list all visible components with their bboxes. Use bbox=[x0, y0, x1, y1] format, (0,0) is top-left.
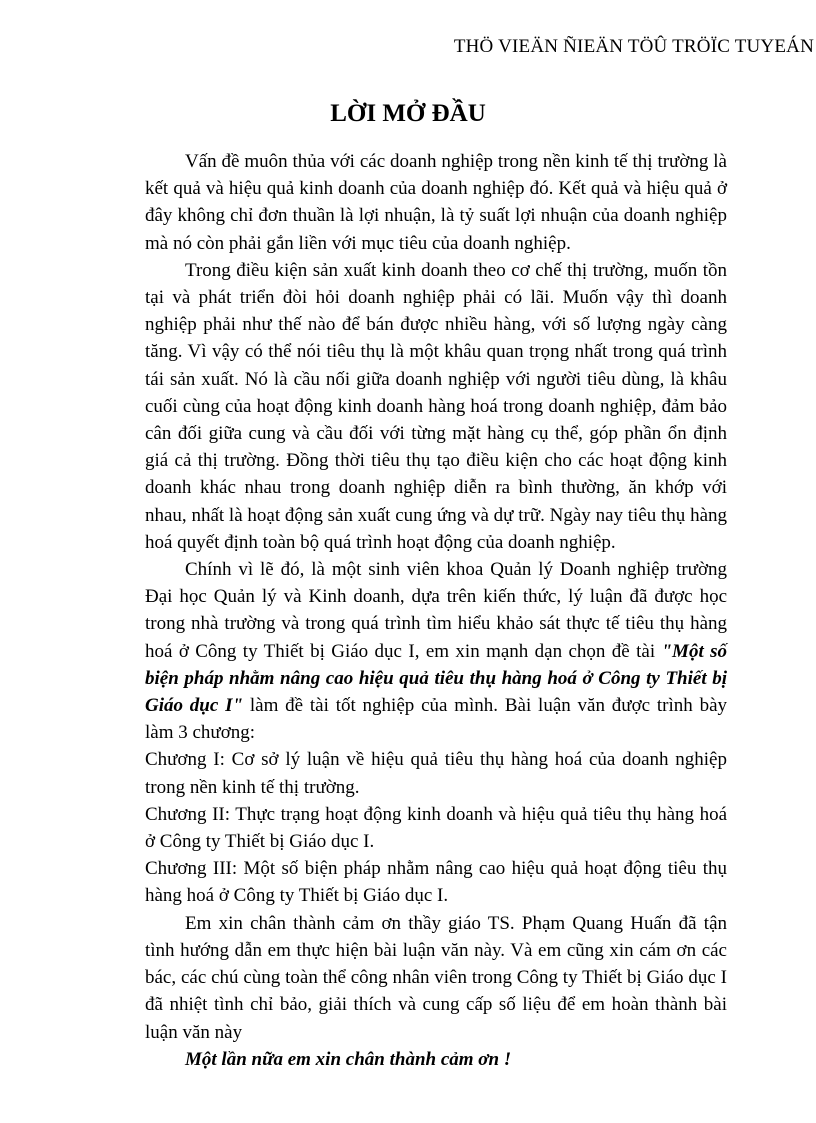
page-title: LỜI MỞ ĐẦU bbox=[330, 100, 486, 127]
closing-line: Một lần nữa em xin chân thành cảm ơn ! bbox=[185, 1048, 512, 1070]
paragraph-topic bbox=[145, 556, 727, 746]
topic-lead-text: Chính vì lẽ đó, là một sinh viên khoa Quản lý Doanh nghiệp trường Đại học Quản lý và Kinh doanh, dựa trên kiến thức, lý luận đã được học trong nhà trường và trong quá trình tìm hiểu khảo sát thực tế tiêu thụ hàng hoá ở Công ty Thiết bị Giáo dục I, em xin mạnh dạn chọn đề tài bbox=[145, 559, 727, 662]
paragraph-intro: Vấn đề muôn thủa với các doanh nghiệp trong nền kinh tế thị trường là kết quả và hiệu quả kinh doanh của doanh nghiệp đó. Kết quả và hiệu quả ở đây không chỉ đơn thuần là lợi nhuận, là tỷ suất lợi nhuận của doanh nghiệp mà nó còn phải gắn liền với mục tiêu của doanh nghiệp. bbox=[145, 151, 727, 254]
header-watermark: THÖ VIEÄN ÑIEÄN TÖÛ TRÖÏC TUYEÁN bbox=[453, 36, 814, 57]
topic-tail-text: làm đề tài tốt nghiệp của mình. Bài luận văn được trình bày làm 3 chương: bbox=[145, 695, 728, 744]
chapter-1: Chương I: Cơ sở lý luận về hiệu quả tiêu thụ hàng hoá của doanh nghiệp trong nền kinh tế thị trường. bbox=[145, 749, 727, 798]
thesis-topic: "Một số biện pháp nhằm nâng cao hiệu quả tiêu thụ hàng hoá ở Công ty Thiết bị Giáo dục I" bbox=[145, 640, 727, 717]
paragraph-thanks: Em xin chân thành cảm ơn thầy giáo TS. Phạm Quang Huấn đã tận tình hướng dẫn em thực hiện bài luận văn này. Và em cũng xin cám ơn các bác, các chú cùng toàn thể công nhân viên trong Công ty Thiết bị Giáo dục I đã nhiệt tình chỉ bảo, giải thích và cung cấp số liệu để em hoàn thành bài luận văn này bbox=[145, 912, 727, 1043]
document-body bbox=[145, 148, 727, 1073]
paragraph-market: Trong điều kiện sản xuất kinh doanh theo cơ chế thị trường, muốn tồn tại và phát triển đòi hỏi doanh nghiệp phải có lãi. Muốn vậy thì doanh nghiệp phải như thế nào để bán được nhiều hàng, với số lượng ngày càng tăng. Vì vậy có thể nói tiêu thụ là một khâu quan trọng nhất trong quá trình tái sản xuất. Nó là cầu nối giữa doanh nghiệp với người tiêu dùng, là khâu cuối cùng của hoạt động kinh doanh hàng hoá trong doanh nghiệp, đảm bảo cân đối giữa cung và cầu đối với từng mặt hàng cụ thể, góp phần ổn định giá cả thị trường. Đồng thời tiêu thụ tạo điều kiện cho các hoạt động kinh doanh khác nhau trong doanh nghiệp diễn ra bình thường, ăn khớp với nhau, nhất là hoạt động sản xuất cung ứng và dự trữ. Ngày nay tiêu thụ hàng hoá quyết định toàn bộ quá trình hoạt động của doanh nghiệp. bbox=[145, 259, 727, 553]
chapter-3: Chương III: Một số biện pháp nhằm nâng cao hiệu quả hoạt động tiêu thụ hàng hoá ở Công ty Thiết bị Giáo dục I. bbox=[145, 858, 727, 907]
chapter-2: Chương II: Thực trạng hoạt động kinh doanh và hiệu quả tiêu thụ hàng hoá ở Công ty Thiết bị Giáo dục I. bbox=[145, 803, 727, 853]
